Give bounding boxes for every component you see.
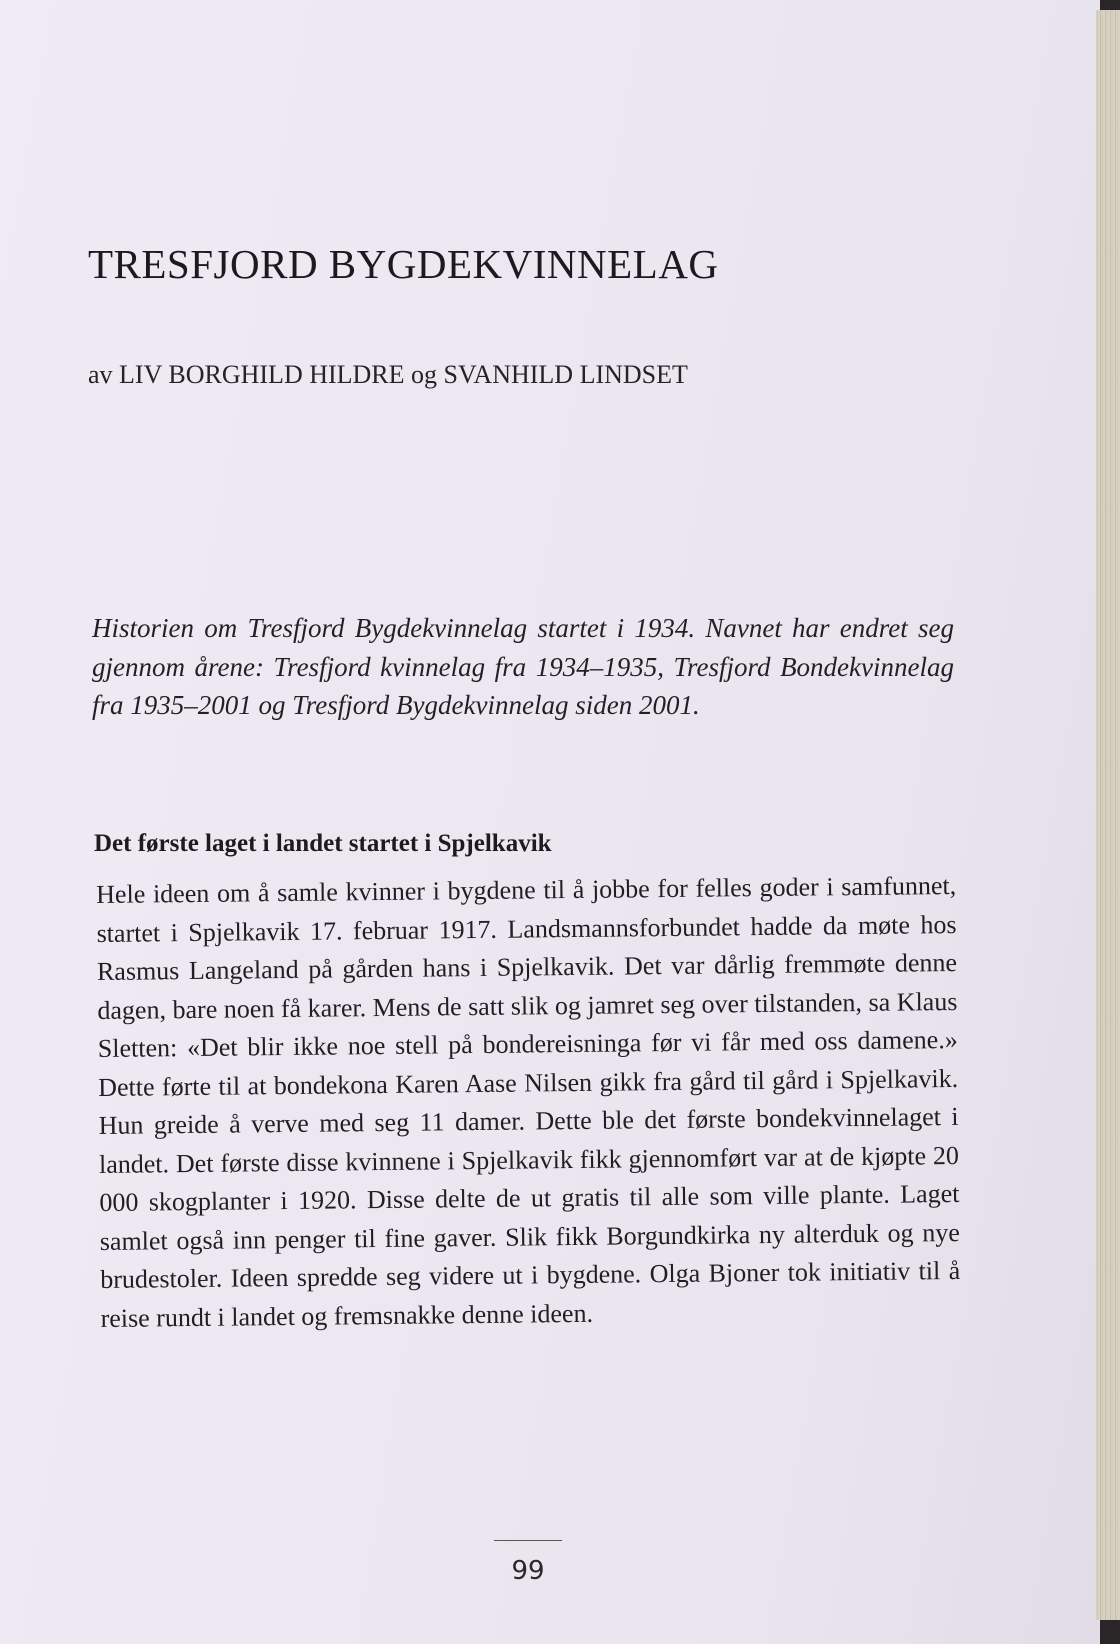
section-heading: Det første laget i landet startet i Spjelkavik	[94, 830, 552, 857]
intro-paragraph: Historien om Tresfjord Bygdekvinnelag startet i 1934. Navnet har endret seg gjennom årene: Tresfjord kvinnelag fra 1934–1935, Tresfjord Bondekvinnelag fra 1935–2001 og Tresfjord Bygdekvinnelag siden 2001.	[92, 613, 954, 720]
body-paragraph: Hele ideen om å samle kvinner i bygdene til å jobbe for felles goder i samfunnet, startet i Spjelkavik 17. februar 1917. Landsmannsforbundet hadde da møte hos Rasmus Langeland på gården hans i Spjelkavik. Det var dårlig fremmøte denne dagen, bare noen få karer. Mens de satt slik og jamret seg over tilstanden, sa Klaus Sletten: «Det blir ikke noe stell på bondereisninga før vi får med oss damene.» Dette førte til at bondekona Karen Aase Nilsen gikk fra gård til gård i Spjelkavik. Hun greide å verve med seg 11 damer. Dette ble det første bondekvinnelaget i landet. Det første disse kvinnene i Spjelkavik fikk gjennomført var at de kjøpte 20 000 skogplanter i 1920. Disse delte de ut gratis til alle som ville plante. Laget samlet også inn penger til fine gaver. Slik fikk Borgundkirka ny alterduk og nye brudestoler. Ideen spredde seg videre ut i bygdene. Olga Bjoner tok initiativ til å reise rundt i landet og fremsnakke denne ideen.	[96, 870, 961, 1333]
page-number-rule	[494, 1540, 562, 1541]
author-byline: av LIV BORGHILD HILDRE og SVANHILD LINDSET	[88, 360, 688, 389]
page-number: 99	[511, 1556, 545, 1586]
book-page-edges	[1096, 10, 1120, 1620]
chapter-title: TRESFJORD BYGDEKVINNELAG	[88, 241, 719, 287]
